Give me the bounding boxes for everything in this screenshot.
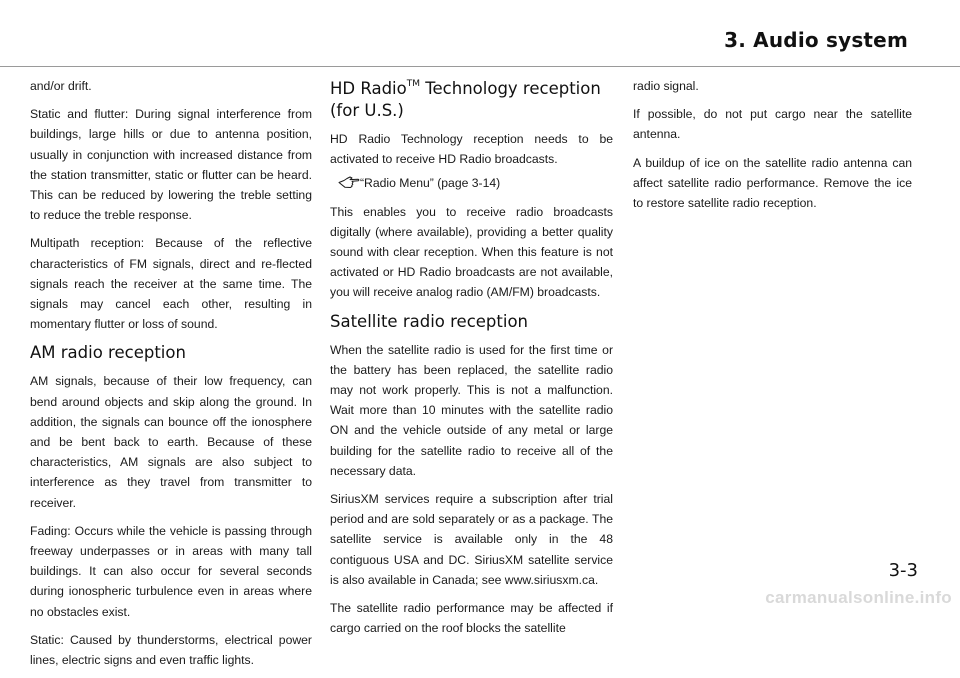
heading-satellite-radio: Satellite radio reception <box>330 311 528 331</box>
column-1 <box>30 76 312 678</box>
paragraph-siriusxm-subscription: SiriusXM services require a subscription after trial period and are sold separately or as a package. The satellite service is available only in the 48 contiguous USA and DC. SiriusXM satellite service is also available in Canada; see www.siriusxm.ca. <box>330 492 613 587</box>
paragraph-static: Static: Caused by thunderstorms, electrical power lines, electric signs and even traffic lights. <box>30 632 312 668</box>
trademark-mark: TM <box>406 79 420 89</box>
paragraph-cargo-affects: The satellite radio performance may be affected if cargo carried on the roof blocks the satellite <box>330 601 613 636</box>
column-3 <box>633 76 912 221</box>
pointing-hand-icon <box>338 175 360 189</box>
paragraph-satellite-first-use: When the satellite radio is used for the first time or the battery has been replaced, the satellite radio may not work properly. This is not a malfunction. Wait more than 10 minutes with the satellite radio ON and the vehicle outside of any metal or large building for the satellite radio to receive all of the necessary data. <box>330 342 613 478</box>
paragraph-drift: and/or drift. <box>30 79 92 93</box>
column-2 <box>330 76 613 646</box>
heading-am-radio: AM radio reception <box>30 343 186 363</box>
paragraph-am-signals: AM signals, because of their low frequency, can bend around objects and skip along the ground. In addition, the signals can bounce off the ionosphere and be bent back to earth. Because of these characteristics, AM signals are also subject to interference as they travel from transmitter to receiver. <box>30 374 312 510</box>
paragraph-ice-buildup: A buildup of ice on the satellite radio antenna can affect satellite radio performance. Remove the ice to restore satellite radio reception. <box>633 155 912 211</box>
page-number: 3-3 <box>888 560 918 581</box>
section-title: 3. Audio system <box>724 28 908 52</box>
heading-hd-radio-text: HD Radio <box>330 79 407 98</box>
cross-reference-text: “Radio Menu” (page 3-14) <box>360 176 501 191</box>
paragraph-hd-benefits: This enables you to receive radio broadcasts digitally (where available), providing a better quality sound with clear reception. When this feature is not activated or HD Radio broadcasts are not available, you will receive analog radio (AM/FM) broadcasts. <box>330 204 613 300</box>
watermark: carmanualsonline.info <box>765 588 952 607</box>
header-divider <box>0 66 960 67</box>
paragraph-multipath: Multipath reception: Because of the reflective characteristics of FM signals, direct and re-flected signals reach the receiver at the same time. The signals may cancel each other, resulting in momentary flutter or loss of sound. <box>30 236 312 332</box>
paragraph-hd-activation: HD Radio Technology reception needs to be activated to receive HD Radio broadcasts. <box>330 132 613 167</box>
heading-hd-radio <box>330 78 613 122</box>
paragraph-fading: Fading: Occurs while the vehicle is passing through freeway underpasses or in areas with many tall buildings. It can also occur for several seconds during ionospheric turbulence even in areas where no obstacles exist. <box>30 523 312 619</box>
paragraph-radio-signal: radio signal. <box>633 79 699 93</box>
paragraph-static-flutter: Static and flutter: During signal interference from buildings, large hills or due to antenna position, usually in conjunction with increased distance from the station transmitter, static or flutter can be heard. This can be reduced by lowering the treble setting to reduce the treble response. <box>30 107 312 223</box>
paragraph-cargo-antenna: If possible, do not put cargo near the satellite antenna. <box>633 107 912 142</box>
heading-hd-radio-rest: Technology reception (for U.S.) <box>330 79 601 120</box>
cross-reference-radio-menu[interactable] <box>330 173 613 193</box>
